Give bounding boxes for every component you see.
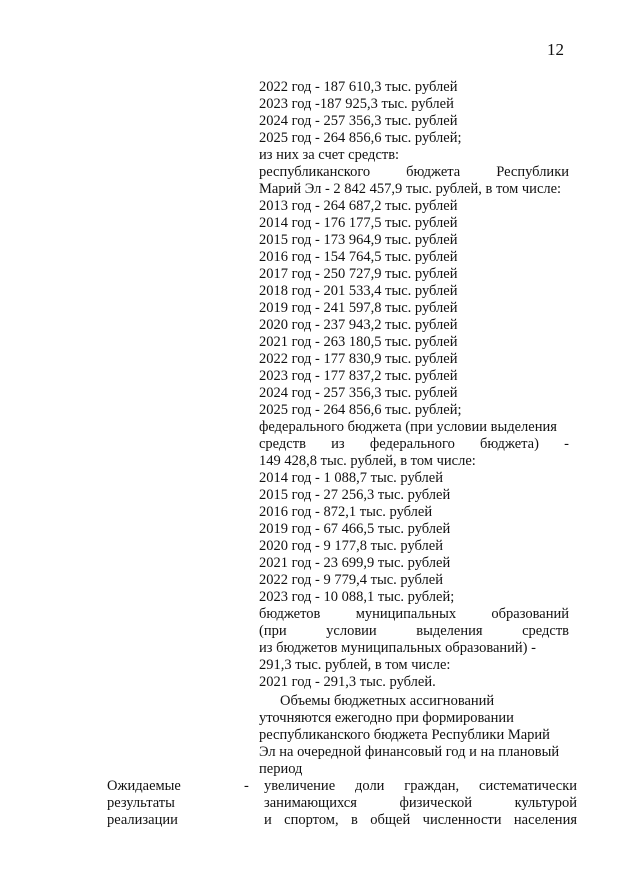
budget-note: Объемы бюджетных ассигнований уточняются ежегодно при формировании республиканского бюджета Республики Марий Эл на очередной финансовый год и на плановый период (259, 693, 560, 777)
federal-budget-years (259, 470, 569, 606)
results-label-line: реализации (107, 812, 178, 828)
municipal-budget-years (259, 674, 569, 691)
year-amount-line: 2021 год - 23 699,9 тыс. рублей (259, 555, 451, 571)
year-amount-line: 2016 год - 872,1 тыс. рублей (259, 504, 433, 520)
expected-results-text (264, 778, 577, 829)
municipal-budget-total: 291,3 тыс. рублей, в том числе: (259, 657, 451, 673)
year-amount-line: 2018 год - 201 533,4 тыс. рублей (259, 283, 458, 299)
year-amount-line: 2020 год - 9 177,8 тыс. рублей (259, 538, 443, 554)
federal-budget-total: 149 428,8 тыс. рублей, в том числе: (259, 453, 476, 469)
year-amount-line: 2022 год - 9 779,4 тыс. рублей (259, 572, 443, 588)
budget-line: из них за счет средств: (259, 147, 400, 163)
year-amount-line: 2019 год - 241 597,8 тыс. рублей (259, 300, 458, 316)
results-label-line: результаты (107, 795, 175, 811)
results-text-line: увеличение доли граждан, систематически (264, 778, 577, 794)
year-amount-line: 2023 год - 177 837,2 тыс. рублей (259, 368, 458, 384)
municipal-budget-heading: бюджетов муниципальных образований (259, 606, 569, 622)
year-amount-line: 2024 год - 257 356,3 тыс. рублей (259, 385, 458, 401)
year-amount-line: 2022 год - 177 830,9 тыс. рублей (259, 351, 458, 367)
municipal-budget-heading-end: из бюджетов муниципальных образований) - (259, 640, 536, 656)
year-amount-line: 2016 год - 154 764,5 тыс. рублей (259, 249, 458, 265)
year-amount-line: 2023 год - 10 088,1 тыс. рублей; (259, 589, 455, 605)
year-amount-line: 2021 год - 263 180,5 тыс. рублей (259, 334, 458, 350)
federal-budget-heading: федерального бюджета (при условии выделения (259, 419, 557, 435)
year-amount-line: 2021 год - 291,3 тыс. рублей. (259, 674, 436, 690)
expected-results-label (107, 778, 217, 829)
year-amount-line: 2014 год - 1 088,7 тыс. рублей (259, 470, 443, 486)
year-amount-line: 2013 год - 264 687,2 тыс. рублей (259, 198, 458, 214)
results-text-line: занимающихся физической культурой (264, 795, 577, 811)
municipal-budget-heading-cont: (при условии выделения средств (259, 623, 569, 639)
budget-financing-block (259, 79, 569, 778)
republic-budget-years (259, 198, 569, 419)
year-amount-line: 2019 год - 67 466,5 тыс. рублей (259, 521, 451, 537)
year-amount-line: 2020 год - 237 943,2 тыс. рублей (259, 317, 458, 333)
budget-line: 2023 год -187 925,3 тыс. рублей (259, 96, 454, 112)
federal-budget-heading-cont: средств из федерального бюджета) - (259, 436, 569, 452)
budget-line: 2022 год - 187 610,3 тыс. рублей (259, 79, 458, 95)
page-number: 12 (547, 40, 564, 59)
year-amount-line: 2014 год - 176 177,5 тыс. рублей (259, 215, 458, 231)
budget-line: 2024 год - 257 356,3 тыс. рублей (259, 113, 458, 129)
year-amount-line: 2025 год - 264 856,6 тыс. рублей; (259, 402, 462, 418)
republic-budget-heading: республиканского бюджета Республики (259, 164, 569, 180)
year-amount-line: 2015 год - 27 256,3 тыс. рублей (259, 487, 451, 503)
results-text-line: и спортом, в общей численности населения (264, 812, 577, 828)
year-amount-line: 2017 год - 250 727,9 тыс. рублей (259, 266, 458, 282)
results-label-line: Ожидаемые (107, 778, 181, 794)
row-dash: - (244, 778, 249, 794)
republic-budget-total: Марий Эл - 2 842 457,9 тыс. рублей, в том числе: (259, 181, 562, 197)
budget-line: 2025 год - 264 856,6 тыс. рублей; (259, 130, 462, 146)
year-amount-line: 2015 год - 173 964,9 тыс. рублей (259, 232, 458, 248)
budget-total-years (259, 79, 569, 164)
